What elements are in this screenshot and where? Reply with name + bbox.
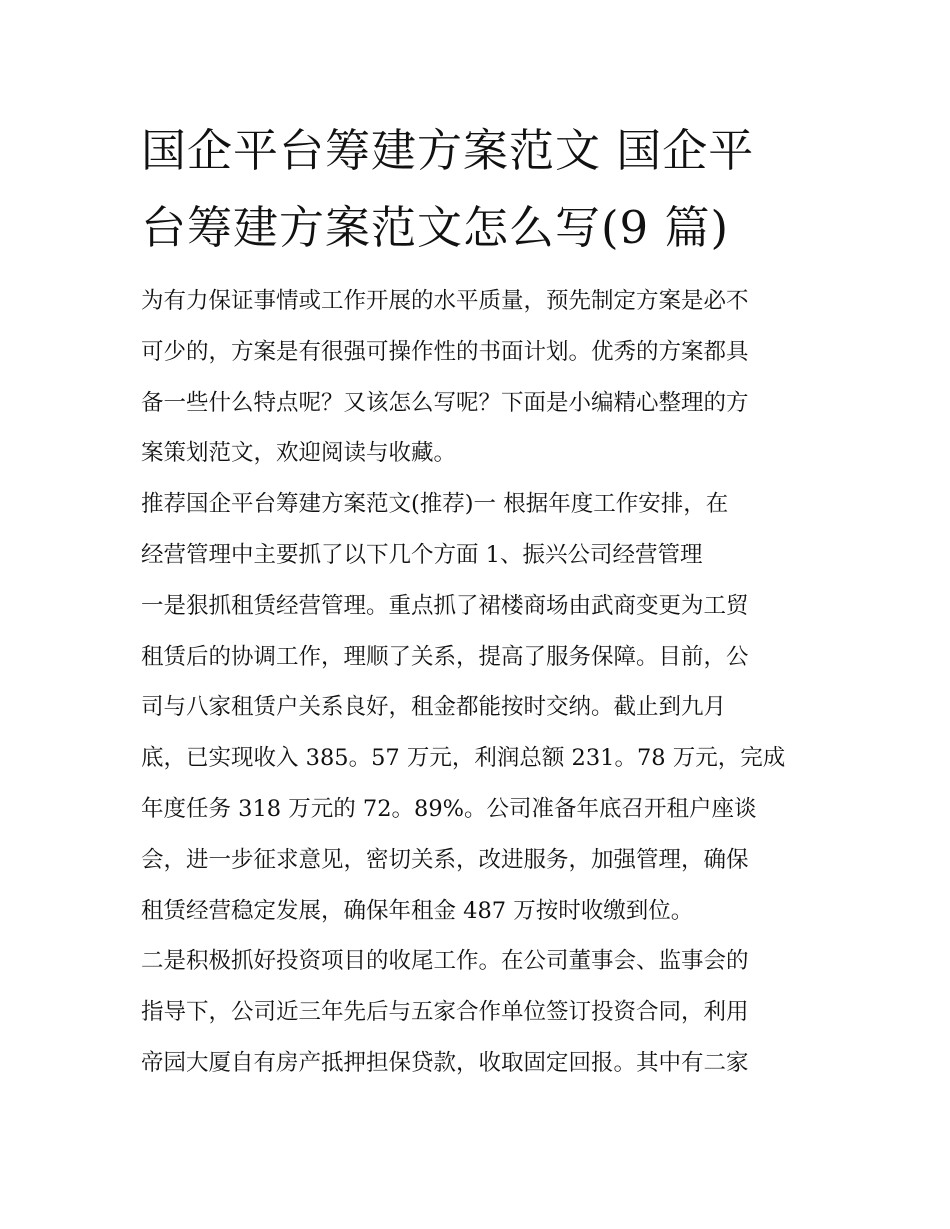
text-line: 可少的，方案是有很强可操作性的书面计划。优秀的方案都具	[141, 338, 749, 365]
text-line: 帝园大厦自有房产抵押担保贷款，收取固定回报。其中有二家	[141, 1049, 749, 1076]
title-line: 国企平台筹建方案范文 国企平	[141, 124, 755, 177]
paragraph-leasing	[141, 581, 811, 937]
text-line: 推荐国企平台筹建方案范文(推荐)一 根据年度工作安排，在	[141, 491, 729, 518]
text-line: 租赁后的协调工作，理顺了关系，提高了服务保障。目前，公	[141, 643, 749, 670]
text-line: 为有力保证事情或工作开展的水平质量，预先制定方案是必不	[141, 288, 749, 314]
paragraph-investment	[141, 936, 811, 1088]
document-page	[141, 112, 811, 1089]
text-line: 年度任务 318 万元的 72。89%。公司准备年底召开租户座谈	[141, 795, 757, 822]
text-line: 会，进一步征求意见，密切关系，改进服务，加强管理，确保	[141, 846, 749, 873]
text-line: 司与八家租赁户关系良好，租金都能按时交纳。截止到九月	[141, 694, 727, 721]
text-line: 经营管理中主要抓了以下几个方面 1、振兴公司经营管理	[141, 541, 703, 568]
text-line: 案策划范文，欢迎阅读与收藏。	[141, 440, 457, 467]
text-line: 指导下，公司近三年先后与五家合作单位签订投资合同，利用	[141, 999, 749, 1026]
text-line: 备一些什么特点呢？又该怎么写呢？下面是小编精心整理的方	[141, 389, 749, 416]
paragraph-intro	[141, 276, 811, 479]
text-line: 租赁经营稳定发展，确保年租金 487 万按时收缴到位。	[141, 897, 694, 924]
paragraph-section-heading	[141, 479, 811, 581]
document-title	[141, 112, 811, 266]
text-line: 底，已实现收入 385。57 万元，利润总额 231。78 万元，完成	[141, 745, 786, 772]
text-line: 一是狠抓租赁经营管理。重点抓了裙楼商场由武商变更为工贸	[141, 592, 749, 619]
title-line: 台筹建方案范文怎么写(9 篇)	[141, 201, 730, 254]
text-line: 二是积极抓好投资项目的收尾工作。在公司董事会、监事会的	[141, 948, 749, 975]
document-body	[141, 276, 811, 1089]
